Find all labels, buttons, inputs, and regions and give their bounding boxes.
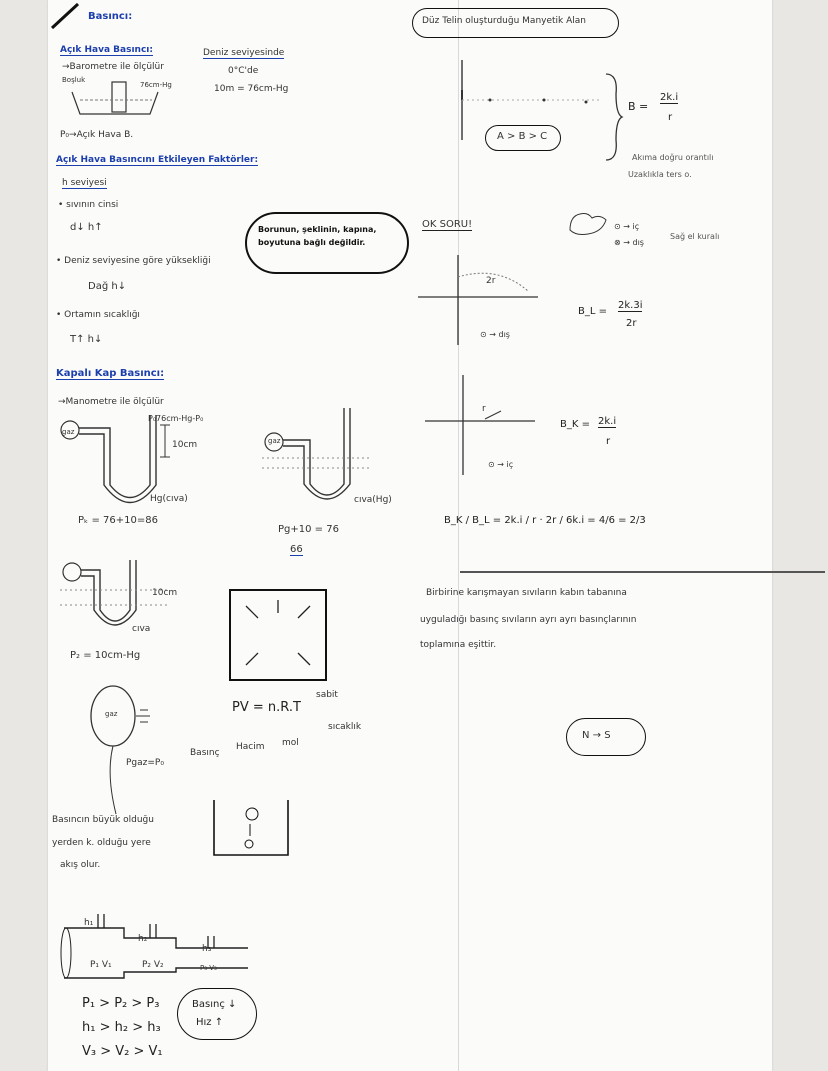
bl-label: B_L = [578, 306, 607, 317]
kapali-kap-title: Kapalı Kap Basıncı: [56, 368, 165, 379]
akima-dogru: Akıma doğru orantılı [632, 153, 714, 162]
gaz-label-1: gaz [62, 428, 75, 436]
basinc-text-1: Basıncın büyük olduğu [52, 815, 154, 825]
t-h-text: T↑ h↓ [70, 334, 103, 345]
right-hand-icon [566, 210, 610, 238]
section-divider [460, 571, 825, 573]
page-divider [458, 0, 459, 1071]
civa-label-3: cıva [132, 624, 151, 634]
p2-equation: P₂ = 10cm-Hg [70, 650, 141, 661]
dis-label: ⊗ → dış [614, 238, 644, 247]
uzaklikla-ters: Uzaklıkla ters o. [628, 170, 692, 179]
two-r-label: 2r [486, 276, 496, 286]
d-h-text: d↓ h↑ [70, 222, 103, 233]
sabit-label: sabit [316, 690, 338, 700]
pressure-inequality: P₁ > P₂ > P₃ [82, 996, 160, 1011]
duz-tel-title: Düz Telin oluşturduğu Manyetik Alan [422, 16, 586, 26]
mol-label: mol [282, 738, 299, 748]
civa-hg-label: cıva(Hg) [354, 495, 392, 505]
sivinin-cinsi: • sıvının cinsi [58, 200, 119, 210]
b-formula-den: r [668, 112, 673, 123]
ortamin-sicakligi: • Ortamın sıcaklığı [56, 310, 140, 320]
bl-num: 2k.3i [618, 300, 643, 311]
basinc-label: Basınç [190, 748, 220, 758]
gaz-label-2: gaz [268, 437, 281, 445]
ten-cm-label: 10cm [172, 440, 198, 450]
velocity-inequality: V₃ > V₂ > V₁ [82, 1044, 163, 1059]
r-label: r [482, 404, 486, 414]
pgaz-p0-label: Pgaz=P₀ [126, 758, 164, 768]
deniz-seviyesinde: Deniz seviyesinde [203, 48, 285, 58]
pg-plus-10: Pg+10 = 76 [278, 524, 339, 535]
hacim-label: Hacim [236, 742, 265, 752]
bubble-borunun-text: Borunun, şeklinin, kapına, boyutuna bağlı değildir. [258, 225, 377, 247]
deniz-yuksekligi: • Deniz seviyesine göre yüksekliği [56, 256, 211, 266]
b-formula-num: 2k.i [660, 92, 679, 103]
h-seviye-text: h seviyesi [62, 178, 107, 188]
bubble-basinc-down: Basınç ↓ [192, 999, 237, 1010]
bl-den: 2r [626, 318, 637, 329]
h3-label: h₃ [202, 944, 212, 954]
single-wire-sketch [425, 375, 545, 475]
bk-label: B_K = [560, 419, 590, 430]
barometer-sketch [62, 80, 172, 130]
u-tube-3 [60, 560, 170, 650]
dis-label-2: ⊙ → dış [480, 330, 510, 339]
rising-bubble-sketch [212, 800, 292, 860]
gas-box-diagram [228, 588, 328, 683]
sag-el-kurali: Sağ el kuralı [670, 232, 720, 241]
basinc-text-2: yerden k. olduğu yere [52, 838, 151, 848]
etkileyen-title: Açık Hava Basıncını Etkileyen Faktörler: [56, 155, 259, 165]
b-eq-label: B = [628, 100, 649, 113]
bk-num: 2k.i [598, 416, 617, 427]
bubble-basinc-hiz [177, 988, 257, 1040]
sicaklik-label: sıcaklık [328, 722, 362, 732]
deniz-0c: 0°C'de [228, 66, 259, 76]
p3v3-label: P₃ V₃ [200, 964, 217, 972]
ok-soru-title: OK SORU! [422, 219, 473, 230]
dag-text: Dağ h↓ [88, 281, 127, 292]
p2v2-label: P₂ V₂ [142, 960, 164, 970]
pv-nrt-equation: PV = n.R.T [232, 700, 301, 715]
bubble-hiz-up: Hız ↑ [196, 1017, 224, 1028]
balloon-gaz-label: gaz [105, 710, 118, 718]
corner-arrow [50, 0, 90, 30]
bosluk-text: Boşluk [62, 76, 86, 84]
cmhg-text: 76cm-Hg [140, 81, 172, 89]
basinc-text-3: akış olur. [60, 860, 101, 870]
barometre-text: →Barometre ile ölçülür [62, 62, 164, 72]
balloon-sketch [88, 684, 168, 824]
h1-label: h₁ [84, 918, 94, 928]
ic-label-2: ⊙ → iç [488, 460, 514, 469]
right-brace [604, 72, 624, 162]
manometre-text: →Manometre ile ölçülür [58, 397, 164, 407]
ic-label: ⊙ → iç [614, 222, 640, 231]
value-66: 66 [290, 544, 303, 555]
pg-eq-label: P₀76cm-Hg-P₀ [148, 414, 204, 423]
abc-inequality: A > B > C [497, 131, 548, 142]
bk-bl-ratio: B_K / B_L = 2k.i / r · 2r / 6k.i = 4/6 = 2/3 [444, 515, 646, 526]
acik-hava-title: Açık Hava Basıncı: [60, 45, 153, 55]
p0-acik-text: P₀→Açık Hava B. [60, 130, 134, 140]
u-tube-1 [60, 415, 210, 525]
pk-equation: Pₖ = 76+10=86 [78, 515, 158, 526]
note-line-3: toplamına eşittir. [420, 640, 497, 650]
deniz-10m: 10m = 76cm-Hg [214, 84, 289, 94]
ten-cm-label-2: 10cm [152, 588, 178, 598]
note-line-2: uyguladığı basınç sıvıların ayrı ayrı basınçlarının [420, 615, 637, 625]
p1v1-label: P₁ V₁ [90, 960, 112, 970]
n-to-s-label: N → S [582, 730, 611, 741]
section-title-basinc: Basıncı: [88, 11, 133, 22]
bk-den: r [606, 436, 611, 447]
h2-label: h₂ [138, 934, 148, 944]
height-inequality: h₁ > h₂ > h₃ [82, 1020, 161, 1035]
note-line-1: Birbirine karışmayan sıvıların kabın tabanına [426, 588, 627, 598]
hg-civa-label: Hg(cıva) [150, 494, 188, 504]
